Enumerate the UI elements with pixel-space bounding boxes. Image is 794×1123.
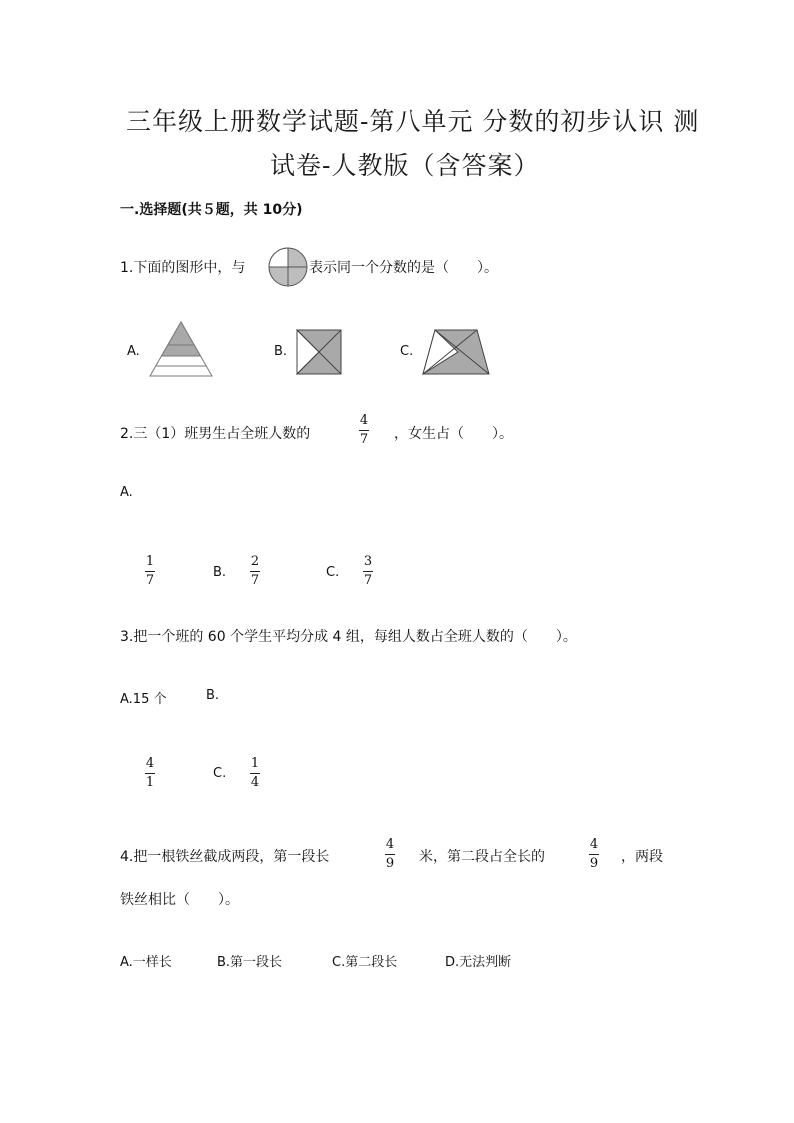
q3-option-c-label[interactable]: C. (213, 766, 227, 781)
q3-option-b-numerator: 4 (145, 756, 155, 771)
q4-text-middle: 米，第二段占全长的 (419, 849, 545, 865)
q4-fraction-share (589, 838, 599, 871)
q4-option-c[interactable]: C.第二段长 (332, 955, 398, 970)
q4-option-a[interactable]: A.一样长 (120, 955, 172, 970)
q4-fraction-share-denominator: 9 (589, 856, 599, 871)
q3-option-b-fraction[interactable] (145, 757, 155, 790)
q2-option-c-label[interactable]: C. (326, 565, 340, 580)
q4-text-line2: 铁丝相比（ ）。 (120, 892, 239, 908)
q4-fraction-length-denominator: 9 (385, 856, 395, 871)
page-title-line1: 三年级上册数学试题-第八单元 分数的初步认识 测 (126, 107, 700, 136)
q2-option-c-numerator: 3 (363, 554, 373, 569)
q2-option-c-fraction[interactable] (363, 555, 373, 588)
q1-option-b-square-figure[interactable] (296, 329, 342, 375)
q4-fraction-length-numerator: 4 (385, 837, 395, 852)
q2-option-b-label[interactable]: B. (213, 565, 227, 580)
q1-option-c-trapezoid-figure[interactable] (421, 329, 491, 375)
q1-option-a-triangle-figure[interactable] (148, 320, 214, 378)
section-heading: 一.选择题(共５题，共 10分) (120, 202, 303, 218)
q3-option-b-label[interactable]: B. (206, 688, 220, 703)
q2-fraction-numerator: 4 (359, 413, 369, 428)
q4-fraction-share-numerator: 4 (589, 837, 599, 852)
q2-option-a-label[interactable]: A. (120, 485, 133, 500)
q1-option-a-label[interactable]: A. (127, 344, 140, 359)
q3-option-a[interactable]: A.15 个 (120, 692, 167, 707)
circle-quarters-figure (268, 247, 308, 287)
q3-option-b-denominator: 1 (145, 775, 155, 790)
q2-option-c-denominator: 7 (363, 573, 373, 588)
q4-text-before: 4.把一根铁丝截成两段，第一段长 (120, 849, 330, 865)
q1-text-before: 1.下面的图形中，与 (120, 260, 246, 276)
q1-option-c-label[interactable]: C. (400, 344, 414, 359)
q1-option-b-label[interactable]: B. (274, 344, 288, 359)
q2-text-before: 2.三（1）班男生占全班人数的 (120, 426, 311, 442)
q1-text-after: 表示同一个分数的是（ ）。 (309, 260, 498, 276)
q2-text-after: ，女生占（ ）。 (394, 426, 513, 442)
q4-option-d[interactable]: D.无法判断 (445, 955, 512, 970)
q3-option-c-fraction[interactable] (250, 757, 260, 790)
q2-option-b-numerator: 2 (250, 554, 260, 569)
q2-fraction (359, 414, 369, 447)
q2-fraction-denominator: 7 (359, 432, 369, 447)
page-title-line2: 试卷-人教版（含答案） (270, 151, 540, 180)
q3-option-c-denominator: 4 (250, 775, 260, 790)
q3-option-c-numerator: 1 (250, 756, 260, 771)
q3-text: 3.把一个班的 60 个学生平均分成 4 组，每组人数占全班人数的（ ）。 (120, 629, 577, 645)
q2-option-a-denominator: 7 (145, 573, 155, 588)
q4-option-b[interactable]: B.第一段长 (217, 955, 283, 970)
q2-option-b-denominator: 7 (250, 573, 260, 588)
q2-option-b-fraction[interactable] (250, 555, 260, 588)
q2-option-a-numerator: 1 (145, 554, 155, 569)
q2-option-a-fraction[interactable] (145, 555, 155, 588)
q4-fraction-length (385, 838, 395, 871)
q4-text-after: ，两段 (621, 849, 663, 865)
